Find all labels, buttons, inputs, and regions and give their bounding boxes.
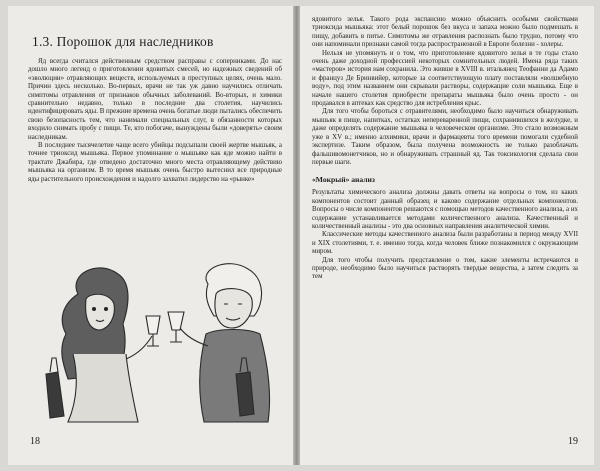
paragraph: Для того чтобы бороться с отравителями, необходимо было научиться обнаруживать мышьяк в пище, напитках, остатках непереваренной пищи, сохранившихся в желудке, и даже определять содержание мышьяка в человеческом организме. Это стало возможным уже в XV в.; именно алхимики, врачи и фармацевты того времени помогали судебной экспертизе. Таким образом, была получена возможность не только разоблачать фальшивомонетчиков, но и обнаруживать страшный яд. Так токсикология сделала свои первые шаги. [312, 108, 578, 166]
paragraph: ядовитого зелья. Такого рода экспансию можно объяснить особыми свойствами триоксида мышьяка: этот белый порошок без вкуса и запаха можно было подмешать в пищу, добавить в питье. Симптомы же отравления распознать было трудно, потому что они напоминали признаки самой тогда распространенной в Европе болезни - холеры. [312, 16, 578, 49]
paragraph: Результаты химического анализа должны давать ответы на вопросы о том, из каких компонентов состоит данный образец и каково содержание отдельных компонентов. Вопросы о числе компонентов решаются с помощью методов качественного анализа, а их содержание устанавливается методами количественного анализа. Качественный и количественный анализы - это два основных направления аналитической химии. [312, 189, 578, 230]
man-figure [168, 264, 270, 422]
page-number: 19 [568, 436, 578, 447]
paragraph: Нельзя не упомянуть и о том, что приготовление ядовитого зелья в те годы стало очень даже доходной профессией некоторых сомнительных людей. Имена ряда таких «мастеров» история нам сохранила. Это живше в XVIII в. итальянец Теофанни да Адамо и француз Де Бринвийер, которые за соответствующую плату поставляли «волшебную воду», под этим названием они скрывали растворы, содержащие соли мышьяка. Еще в начале нашего столетия приобрести препараты мышьяка было очень просто - он продавался в аптеках как средство для истребления крыс. [312, 49, 578, 108]
page-number: 18 [30, 436, 40, 447]
section-subheading: «Мокрый» анализ [312, 175, 375, 185]
left-page-text [28, 58, 282, 184]
left-page [8, 6, 294, 465]
illustration-two-people-toasting [28, 254, 282, 424]
paragraph: Яд всегда считался действенным средством расправы с соперниками. До нас дошло много легенд о приготовлении ядовитых смесей, но надежных сведений об «эволюции» отравляющих веществ, используемых в преступных целях, очень мало. Причин здесь несколько. Во-первых, врачи не так уж давно научились отличать симптомы отравления от признаков обычных заболеваний. Во-вторых, и химики сравнительно недавно, только в последние два столетия, научились идентифицировать яды. В прежние времена очень богатые люди пытались обеспечить свою безопасность тем, что нанимали специальных слуг, в обязанности которых входило снимать пробу с пищи. Те, кто побогаче, вынуждены были «доверять» своим наследникам. [28, 58, 282, 141]
paragraph: Для того чтобы получить представление о том, какие элементы встречаются в природе, необходимо было научиться растворять твердые вещества, а затем следить за тем [312, 256, 578, 281]
paragraph: В последнее тысячелетие чаще всего убийцы подсыпали своей жертве мышьяк, а точнее триоксид мышьяка. Первое упоминание о мышьяке как яде можно найти в трактате Джабира, где отведено достаточно много места отравляющему действию мышьяка на организм. В то время мышьяк очень быстро вытеснил все природные яды растительного происхождения и надолго захватил лидерство на «рынке» [28, 142, 282, 183]
right-page [300, 6, 594, 465]
chapter-title: 1.3. Порошок для наследников [32, 34, 214, 49]
paragraph: Классические методы качественного анализа были разработаны в период между XVII и XIX столетиями, т. е. именно тогда, когда человек ближе познакомился с окружающим миром. [312, 231, 578, 256]
right-page-text [312, 16, 578, 282]
woman-figure [46, 268, 160, 422]
